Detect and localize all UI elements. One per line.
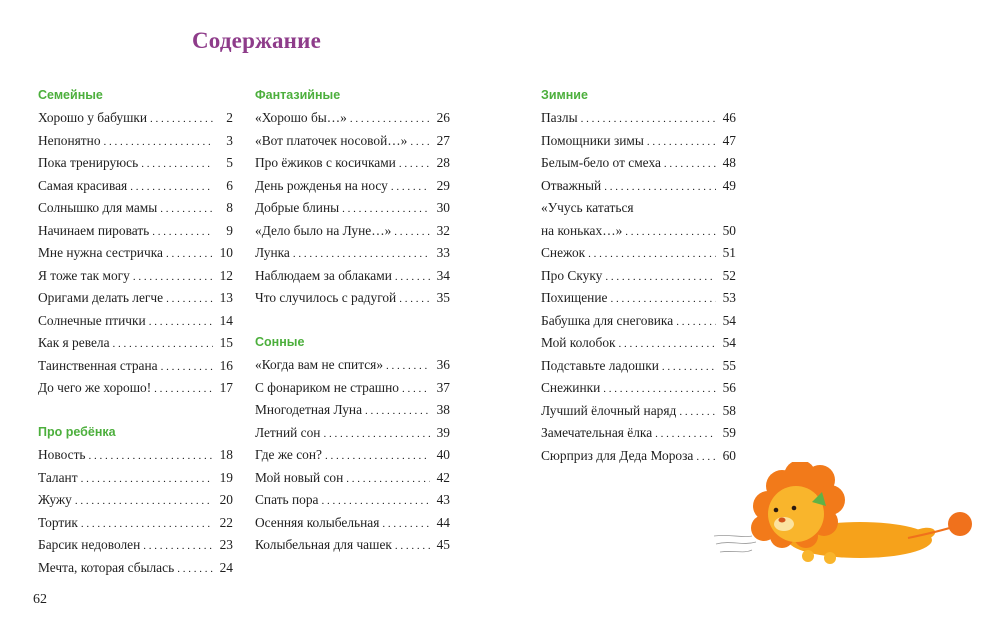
entry-leader-dots (610, 293, 716, 306)
toc-entry (541, 374, 736, 397)
toc-entry (38, 374, 233, 397)
toc-entry (541, 419, 736, 442)
entry-page: 29 (436, 177, 450, 193)
toc-list-sleepy (255, 351, 450, 554)
toc-entry (255, 239, 450, 262)
entry-title: Снежинки (541, 380, 601, 396)
section-heading-sleepy: Сонные (255, 335, 305, 349)
entry-leader-dots (664, 158, 716, 171)
entry-title: Мечта, которая сбылась (38, 559, 175, 575)
toc-entry (38, 554, 233, 577)
whisker-line (716, 542, 756, 544)
entry-page: 33 (436, 245, 450, 261)
entry-title: Сюрприз для Деда Мороза (541, 447, 694, 463)
entry-page: 19 (219, 469, 233, 485)
toc-entry (255, 464, 450, 487)
toc-entry (38, 239, 233, 262)
lion-nose (779, 518, 786, 523)
page-number: 62 (33, 592, 47, 607)
entry-leader-dots (395, 271, 430, 284)
entry-title: Мой новый сон (255, 469, 344, 485)
toc-list-winter-continued (541, 239, 736, 464)
entry-page: 9 (226, 222, 233, 238)
toc-list-fantasy (255, 104, 450, 307)
entry-title: Колыбельная для чашек (255, 537, 392, 553)
entry-title: Непонятно (38, 132, 101, 148)
entry-leader-dots (395, 540, 430, 553)
toc-list-family (38, 104, 233, 397)
page-title: Содержание (192, 28, 321, 53)
entry-leader-dots (293, 248, 430, 261)
entry-title: С фонариком не страшно (255, 379, 399, 395)
toc-entry (38, 307, 233, 330)
entry-page: 54 (722, 335, 736, 351)
entry-leader-dots (410, 136, 430, 149)
entry-page: 12 (219, 267, 233, 283)
entry-leader-dots (141, 158, 213, 171)
entry-page: 27 (436, 132, 450, 148)
entry-page: 39 (436, 424, 450, 440)
section-heading-fantasy: Фантазийные (255, 88, 341, 102)
toc-entry (255, 531, 450, 554)
entry-leader-dots (154, 383, 213, 396)
entry-leader-dots (104, 136, 213, 149)
toc-entry (38, 262, 233, 285)
toc-entry-line2 (541, 217, 736, 240)
toc-entry (255, 172, 450, 195)
entry-leader-dots (342, 203, 430, 216)
entry-page: 52 (722, 267, 736, 283)
entry-leader-dots (346, 473, 430, 486)
entry-leader-dots (322, 495, 430, 508)
toc-entry (255, 217, 450, 240)
toc-entry (255, 419, 450, 442)
entry-page: 56 (722, 380, 736, 396)
entry-title: Тортик (38, 514, 78, 530)
entry-leader-dots (150, 113, 213, 126)
entry-page: 23 (219, 537, 233, 553)
entry-title: Оригами делать легче (38, 290, 164, 306)
section-heading-child: Про ребёнка (38, 425, 116, 439)
section-heading-winter: Зимние (541, 88, 588, 102)
entry-leader-dots (81, 473, 213, 486)
entry-leader-dots (394, 226, 430, 239)
entry-leader-dots (391, 181, 430, 194)
entry-leader-dots (130, 181, 213, 194)
entry-page: 54 (722, 312, 736, 328)
entry-title: на коньках…» (541, 222, 623, 238)
toc-entry (255, 396, 450, 419)
entry-title: Талант (38, 469, 78, 485)
entry-title: Начинаем пировать (38, 222, 150, 238)
entry-title: Бабушка для снеговика (541, 312, 674, 328)
entry-leader-dots (143, 540, 213, 553)
toc-entry (541, 397, 736, 420)
entry-title: Где же сон? (255, 447, 322, 463)
entry-title: Пазлы (541, 110, 578, 126)
toc-entry (38, 149, 233, 172)
entry-title: Солнышко для мамы (38, 200, 158, 216)
entry-page: 55 (722, 357, 736, 373)
entry-title: Осенняя колыбельная (255, 514, 380, 530)
entry-page: 34 (436, 267, 450, 283)
entry-leader-dots (605, 271, 716, 284)
entry-page: 5 (226, 155, 233, 171)
entry-page: 48 (722, 155, 736, 171)
entry-title: Барсик недоволен (38, 537, 141, 553)
entry-leader-dots (603, 383, 716, 396)
toc-entry (541, 262, 736, 285)
entry-title: «Хорошо бы…» (255, 110, 347, 126)
entry-leader-dots (662, 361, 716, 374)
entry-page: 20 (219, 492, 233, 508)
entry-page: 40 (436, 447, 450, 463)
entry-page: 26 (436, 110, 450, 126)
entry-title: Наблюдаем за облаками (255, 267, 392, 283)
toc-entry (38, 194, 233, 217)
entry-page: 18 (219, 447, 233, 463)
entry-leader-dots (402, 383, 430, 396)
entry-page: 24 (219, 559, 233, 575)
toc-entry (541, 104, 736, 127)
toc-entry (38, 104, 233, 127)
entry-page: 43 (436, 492, 450, 508)
entry-page: 6 (226, 177, 233, 193)
entry-leader-dots (161, 361, 213, 374)
entry-title: Про ёжиков с косичками (255, 155, 396, 171)
entry-leader-dots (160, 203, 213, 216)
entry-page: 28 (436, 155, 450, 171)
entry-title: Снежок (541, 245, 586, 261)
entry-page: 53 (722, 290, 736, 306)
entry-leader-dots (655, 428, 716, 441)
toc-entry (255, 194, 450, 217)
entry-title: Самая красивая (38, 177, 128, 193)
entry-page: 15 (219, 335, 233, 351)
entry-leader-dots (382, 518, 430, 531)
toc-entry (38, 509, 233, 532)
entry-title: Многодетная Луна (255, 402, 363, 418)
entry-page: 35 (436, 290, 450, 306)
entry-page: 59 (722, 425, 736, 441)
entry-page: 42 (436, 469, 450, 485)
entry-title: Пока тренируюсь (38, 155, 139, 171)
entry-title: Летний сон (255, 424, 321, 440)
entry-page: 32 (436, 222, 450, 238)
entry-title: Похищение (541, 290, 608, 306)
entry-leader-dots (399, 158, 430, 171)
entry-title: Подставьте ладошки (541, 357, 659, 373)
entry-title: Отважный (541, 177, 602, 193)
entry-title: Спать пора (255, 492, 319, 508)
entry-page: 22 (219, 514, 233, 530)
entry-title: Я тоже так могу (38, 267, 130, 283)
toc-entry (255, 509, 450, 532)
entry-title: Лучший ёлочный наряд (541, 402, 677, 418)
toc-entry (255, 374, 450, 397)
entry-page: 8 (226, 200, 233, 216)
toc-entry (541, 239, 736, 262)
entry-title: День рожденья на носу (255, 177, 388, 193)
entry-page: 46 (722, 110, 736, 126)
entry-leader-dots (325, 450, 430, 463)
entry-title: Мне нужна сестричка (38, 245, 163, 261)
entry-leader-dots (323, 428, 430, 441)
entry-page: 60 (722, 447, 736, 463)
toc-entry (255, 284, 450, 307)
toc-entry (38, 441, 233, 464)
entry-page: 58 (722, 402, 736, 418)
entry-leader-dots (619, 338, 716, 351)
section-heading-family: Семейные (38, 88, 103, 102)
toc-entry (38, 352, 233, 375)
entry-title: Лунка (255, 245, 290, 261)
entry-title: «Дело было на Луне…» (255, 222, 392, 238)
entry-title: Про Скуку (541, 267, 603, 283)
toc-entry (541, 442, 736, 465)
entry-title: Жужу (38, 492, 72, 508)
entry-leader-dots (166, 293, 213, 306)
toc-entry (255, 127, 450, 150)
toc-list-child (38, 441, 233, 576)
entry-leader-dots (152, 226, 213, 239)
entry-page: 51 (722, 245, 736, 261)
toc-entry-line1: «Учусь кататься (541, 200, 634, 216)
entry-leader-dots (89, 450, 213, 463)
toc-entry (38, 217, 233, 240)
toc-entry-two-line (541, 194, 736, 239)
entry-leader-dots (588, 248, 716, 261)
entry-leader-dots (177, 563, 213, 576)
entry-title: Новость (38, 447, 86, 463)
entry-page: 38 (436, 402, 450, 418)
entry-leader-dots (75, 495, 213, 508)
entry-title: Что случилось с радугой (255, 290, 397, 306)
entry-leader-dots (365, 405, 430, 418)
tail-tuft (948, 512, 972, 536)
entry-title: Помощники зимы (541, 132, 644, 148)
entry-title: Белым-бело от смеха (541, 155, 661, 171)
toc-entry (541, 307, 736, 330)
entry-leader-dots (166, 248, 213, 261)
toc-entry (38, 486, 233, 509)
entry-page: 14 (219, 312, 233, 328)
toc-entry (38, 329, 233, 352)
entry-page: 50 (722, 222, 736, 238)
entry-page: 10 (219, 245, 233, 261)
entry-page: 30 (436, 200, 450, 216)
entry-title: «Когда вам не спится» (255, 357, 384, 373)
toc-entry (541, 329, 736, 352)
entry-page: 47 (722, 132, 736, 148)
entry-leader-dots (647, 136, 716, 149)
entry-page: 3 (226, 132, 233, 148)
toc-entry (255, 441, 450, 464)
toc-list-winter (541, 104, 736, 194)
entry-page: 2 (226, 110, 233, 126)
toc-entry (541, 352, 736, 375)
lion-illustration (712, 462, 974, 582)
entry-title: Замечательная ёлка (541, 425, 653, 441)
entry-leader-dots (676, 316, 716, 329)
toc-entry (255, 262, 450, 285)
entry-leader-dots (149, 316, 213, 329)
entry-title: Как я ревела (38, 335, 110, 351)
entry-page: 17 (219, 380, 233, 396)
entry-title: Добрые блины (255, 200, 340, 216)
entry-leader-dots (604, 181, 716, 194)
entry-page: 13 (219, 290, 233, 306)
entry-title: «Вот платочек носовой…» (255, 132, 408, 148)
entry-leader-dots (133, 271, 213, 284)
entry-leader-dots (113, 338, 213, 351)
toc-entry (255, 486, 450, 509)
toc-entry (255, 149, 450, 172)
entry-leader-dots (81, 518, 213, 531)
lion-eye (774, 508, 779, 513)
entry-title: До чего же хорошо! (38, 380, 152, 396)
entry-page: 37 (436, 379, 450, 395)
toc-entry (38, 127, 233, 150)
toc-entry (38, 172, 233, 195)
entry-page: 45 (436, 537, 450, 553)
entry-page: 49 (722, 177, 736, 193)
toc-entry (541, 284, 736, 307)
toc-entry (541, 127, 736, 150)
entry-page: 16 (219, 357, 233, 373)
lion-face (768, 486, 824, 542)
entry-title: Хорошо у бабушки (38, 110, 148, 126)
entry-leader-dots (679, 406, 716, 419)
entry-title: Таинственная страна (38, 357, 158, 373)
entry-leader-dots (399, 293, 430, 306)
toc-entry (541, 149, 736, 172)
toc-entry (255, 104, 450, 127)
toc-entry (255, 351, 450, 374)
entry-title: Солнечные птички (38, 312, 146, 328)
entry-page: 36 (436, 357, 450, 373)
entry-title: Мой колобок (541, 335, 616, 351)
toc-entry (38, 464, 233, 487)
toc-entry (38, 531, 233, 554)
entry-leader-dots (350, 113, 430, 126)
entry-page: 44 (436, 514, 450, 530)
toc-entry (541, 172, 736, 195)
entry-leader-dots (581, 113, 716, 126)
entry-leader-dots (386, 360, 430, 373)
toc-entry (38, 284, 233, 307)
entry-leader-dots (625, 226, 716, 239)
